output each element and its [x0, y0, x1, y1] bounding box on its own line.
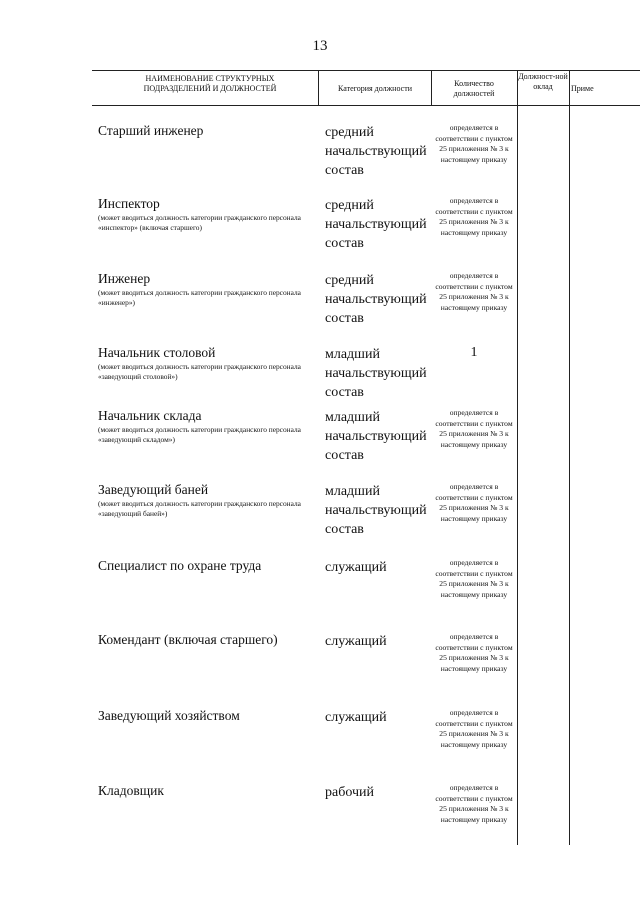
header-bottom-border	[92, 105, 640, 106]
position-quantity: определяется в соответствии с пунктом 25 приложения № 3 к настоящему приказу	[435, 482, 513, 523]
position-title: Начальник склада	[98, 408, 202, 423]
position-category: служащий	[325, 634, 387, 649]
position-quantity: определяется в соответствии с пунктом 25 приложения № 3 к настоящему приказу	[435, 408, 513, 449]
position-title: Инспектор	[98, 196, 160, 211]
page-number: 13	[312, 38, 328, 54]
header-category-column: Категория должности	[338, 84, 412, 93]
column-divider-4	[569, 70, 570, 845]
position-title: Старший инженер	[98, 123, 204, 138]
position-category: рабочий	[325, 785, 374, 800]
position-quantity: определяется в соответствии с пунктом 25 приложения № 3 к настоящему приказу	[435, 632, 513, 673]
position-quantity: определяется в соответствии с пунктом 25 приложения № 3 к настоящему приказу	[435, 558, 513, 599]
position-title: Заведующий баней	[98, 482, 209, 497]
position-category: младший начальствующий состав	[325, 410, 427, 463]
table-top-border	[92, 70, 640, 71]
position-category: младший начальствующий состав	[325, 484, 427, 537]
position-title: Инженер	[98, 271, 151, 286]
position-title: Начальник столовой	[98, 345, 216, 360]
position-title: Комендант (включая старшего)	[98, 632, 278, 647]
position-quantity: определяется в соответствии с пунктом 25 приложения № 3 к настоящему приказу	[435, 271, 513, 312]
position-note: (может вводиться должность категории гражданского персонала «инспектор» (включая старшего)	[98, 213, 301, 232]
position-quantity: 1	[470, 345, 478, 360]
position-category: средний начальствующий состав	[325, 125, 427, 178]
column-divider-2	[431, 70, 432, 106]
position-category: младший начальствующий состав	[325, 347, 427, 400]
header-note-column: Приме	[571, 84, 594, 93]
position-quantity: определяется в соответствии с пунктом 25 приложения № 3 к настоящему приказу	[435, 196, 513, 237]
column-divider-1	[318, 70, 319, 106]
header-quantity-column: Количество должностей	[453, 79, 495, 98]
position-title: Специалист по охране труда	[98, 558, 262, 573]
position-category: служащий	[325, 710, 387, 725]
position-note: (может вводиться должность категории гражданского персонала «инженер»)	[98, 288, 301, 307]
position-category: служащий	[325, 560, 387, 575]
position-note: (может вводиться должность категории гражданского персонала «заведующий столовой»)	[98, 362, 301, 381]
column-divider-3	[517, 70, 518, 845]
header-name-column: НАИМЕНОВАНИЕ СТРУКТУРНЫХ ПОДРАЗДЕЛЕНИЙ И ДОЛЖНОСТЕЙ	[143, 74, 277, 93]
position-category: средний начальствующий состав	[325, 198, 427, 251]
position-title: Кладовщик	[98, 783, 164, 798]
position-title: Заведующий хозяйством	[98, 708, 240, 723]
position-quantity: определяется в соответствии с пунктом 25 приложения № 3 к настоящему приказу	[435, 123, 513, 164]
position-note: (может вводиться должность категории гражданского персонала «заведующий складом»)	[98, 425, 301, 444]
position-category: средний начальствующий состав	[325, 273, 427, 326]
position-quantity: определяется в соответствии с пунктом 25 приложения № 3 к настоящему приказу	[435, 708, 513, 749]
position-note: (может вводиться должность категории гражданского персонала «заведующий баней»)	[98, 499, 301, 518]
position-quantity: определяется в соответствии с пунктом 25 приложения № 3 к настоящему приказу	[435, 783, 513, 824]
header-salary-column: Должност-ной оклад	[518, 72, 568, 91]
